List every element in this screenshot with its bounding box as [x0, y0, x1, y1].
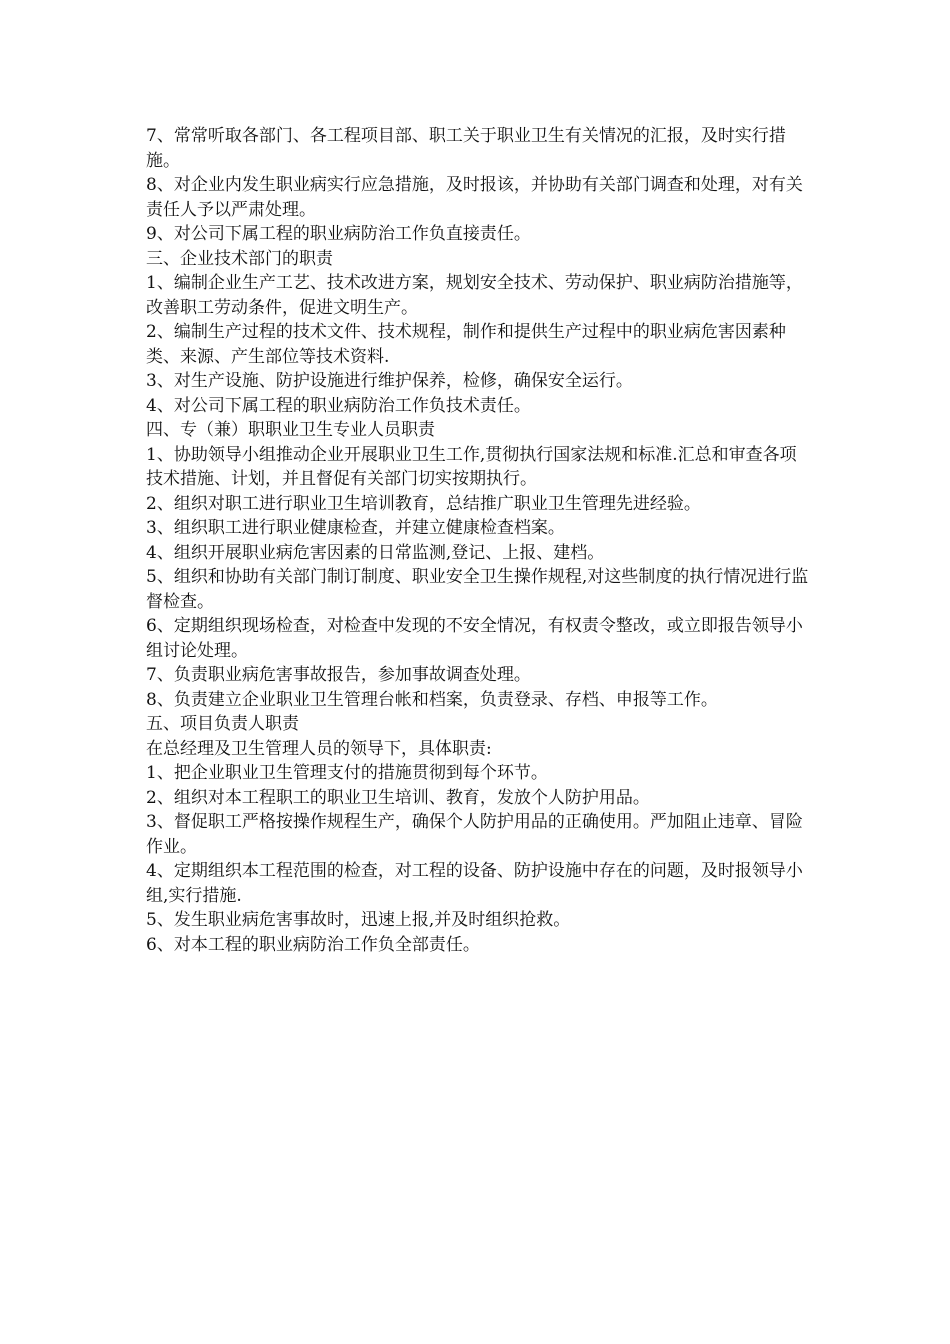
- paragraph: 2、组织对职工进行职业卫生培训教育，总结推广职业卫生管理先进经验。: [146, 493, 701, 514]
- paragraph: 9、对公司下属工程的职业病防治工作负直接责任。: [146, 224, 531, 244]
- paragraph: 6、对本工程的职业病防治工作负全部责任。: [146, 934, 480, 955]
- paragraph: 8、对企业内发生职业病实行应急措施，及时报该，并协助有关部门调查和处理，对有关责任人予以严肃处理。: [146, 175, 803, 220]
- paragraph: 3、组织职工进行职业健康检查，并建立健康检查档案。: [146, 518, 565, 538]
- paragraph: 2、编制生产过程的技术文件、技术规程，制作和提供生产过程中的职业病危害因素种类、来源、产生部位等技术资料.: [146, 322, 786, 367]
- paragraph: 5、发生职业病危害事故时，迅速上报,并及时组织抢救。: [146, 910, 571, 930]
- document-body: [146, 124, 811, 957]
- section-heading: 五、项目负责人职责: [146, 714, 299, 734]
- paragraph: 3、对生产设施、防护设施进行维护保养，检修，确保安全运行。: [146, 371, 633, 391]
- paragraph: 4、组织开展职业病危害因素的日常监测,登记、上报、建档。: [146, 542, 605, 563]
- paragraph: 4、对公司下属工程的职业病防治工作负技术责任。: [146, 395, 531, 416]
- section-heading: 三、企业技术部门的职责: [146, 248, 333, 269]
- paragraph: 5、组织和协助有关部门制订制度、职业安全卫生操作规程,对这些制度的执行情况进行监督检查。: [146, 567, 809, 612]
- paragraph: 1、把企业职业卫生管理支付的措施贯彻到每个环节。: [146, 763, 548, 783]
- paragraph: 在总经理及卫生管理人员的领导下，具体职责:: [146, 738, 492, 759]
- paragraph: 1、协助领导小组推动企业开展职业卫生工作,贯彻执行国家法规和标准.汇总和审查各项技术措施、计划，并且督促有关部门切实按期执行。: [146, 444, 797, 489]
- paragraph: 3、督促职工严格按操作规程生产，确保个人防护用品的正确使用。严加阻止违章、冒险作业。: [146, 812, 803, 857]
- paragraph: 6、定期组织现场检查，对检查中发现的不安全情况，有权责令整改，或立即报告领导小组讨论处理。: [146, 616, 803, 661]
- paragraph: 1、编制企业生产工艺、技术改进方案，规划安全技术、劳动保护、职业病防治措施等，改善职工劳动条件，促进文明生产。: [146, 273, 803, 318]
- paragraph: 7、负责职业病危害事故报告，参加事故调查处理。: [146, 665, 531, 685]
- paragraph: 2、组织对本工程职工的职业卫生培训、教育，发放个人防护用品。: [146, 787, 650, 808]
- paragraph: 4、定期组织本工程范围的检查，对工程的设备、防护设施中存在的问题，及时报领导小组,实行措施.: [146, 861, 803, 906]
- paragraph: 7、常常听取各部门、各工程项目部、职工关于职业卫生有关情况的汇报，及时实行措施。: [146, 126, 786, 171]
- section-heading: 四、专（兼）职职业卫生专业人员职责: [146, 420, 435, 440]
- paragraph: 8、负责建立企业职业卫生管理台帐和档案，负责登录、存档、申报等工作。: [146, 689, 718, 710]
